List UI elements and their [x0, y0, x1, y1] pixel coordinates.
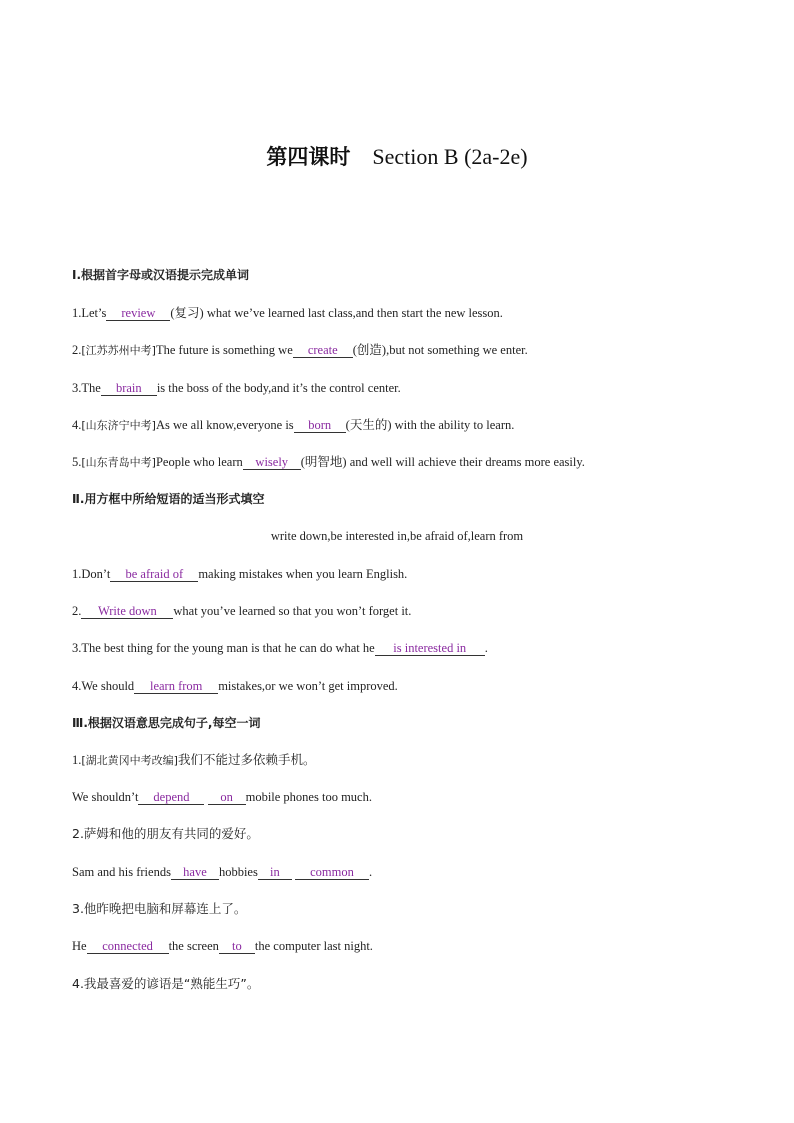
part3-q3-english: He connected the screen to the computer last night. [72, 939, 373, 953]
part2-item-2: 2. Write down what you’ve learned so that you won’t forget it. [72, 604, 412, 618]
answer-blank: have [171, 865, 219, 880]
answer-blank: to [219, 939, 255, 954]
answer-blank: in [258, 865, 292, 880]
source-tag: [江苏苏州中考] [81, 344, 156, 357]
answer-blank: wisely [243, 455, 301, 470]
part1-item-1: 1.Let’s review (复习) what we’ve learned last class,and then start the new lesson. [72, 306, 503, 320]
answer-blank: Write down [81, 604, 173, 619]
answer-blank: depend [138, 790, 204, 805]
part1-item-5: 5.[山东青岛中考]People who learn wisely (明智地) and well will achieve their dreams more easily. [72, 455, 585, 469]
part1-heading: Ⅰ.根据首字母或汉语提示完成单词 [72, 268, 250, 282]
source-tag: [山东青岛中考] [81, 456, 156, 469]
part1-item-2: 2.[江苏苏州中考]The future is something we create (创造),but not something we enter. [72, 343, 528, 357]
part3-q2-english: Sam and his friends have hobbies in common . [72, 865, 373, 879]
part2-item-3: 3.The best thing for the young man is that he can do what he is interested in . [72, 641, 488, 655]
source-tag: [山东济宁中考] [81, 419, 156, 432]
answer-blank: learn from [134, 679, 218, 694]
answer-blank: brain [101, 381, 157, 396]
phrase-box: write down,be interested in,be afraid of,learn from [270, 529, 524, 543]
source-tag: [湖北黄冈中考改编] [81, 754, 178, 767]
answer-blank: is interested in [375, 641, 485, 656]
answer-blank: on [208, 790, 246, 805]
part3-q2-chinese: 2.萨姆和他的朋友有共同的爱好。 [72, 826, 259, 841]
answer-blank: be afraid of [110, 567, 198, 582]
part3-heading: Ⅲ.根据汉语意思完成句子,每空一词 [72, 716, 261, 730]
answer-blank: review [106, 306, 170, 321]
part2-heading: Ⅱ.用方框中所给短语的适当形式填空 [72, 492, 265, 506]
answer-blank: born [294, 418, 346, 433]
part3-q3-chinese: 3.他昨晚把电脑和屏幕连上了。 [72, 901, 247, 916]
part3-q4-chinese: 4.我最喜爱的谚语是“熟能生巧”。 [72, 976, 260, 991]
part3-q1-chinese: 1.[湖北黄冈中考改编]我们不能过多依赖手机。 [72, 752, 316, 767]
title-english: Section B (2a-2e) [372, 144, 528, 169]
answer-blank: connected [87, 939, 169, 954]
part1-item-4: 4.[山东济宁中考]As we all know,everyone is born (天生的) with the ability to learn. [72, 418, 515, 432]
answer-blank: create [293, 343, 353, 358]
part2-item-4: 4.We should learn from mistakes,or we won’t get improved. [72, 679, 398, 693]
answer-blank: common [295, 865, 369, 880]
title-chinese: 第四课时 [266, 145, 351, 169]
part1-item-3: 3.The brain is the boss of the body,and it’s the control center. [72, 381, 401, 395]
page-title [0, 141, 794, 171]
part3-q1-english: We shouldn’t depend on mobile phones too much. [72, 790, 372, 804]
part2-item-1: 1.Don’t be afraid of making mistakes when you learn English. [72, 567, 408, 581]
